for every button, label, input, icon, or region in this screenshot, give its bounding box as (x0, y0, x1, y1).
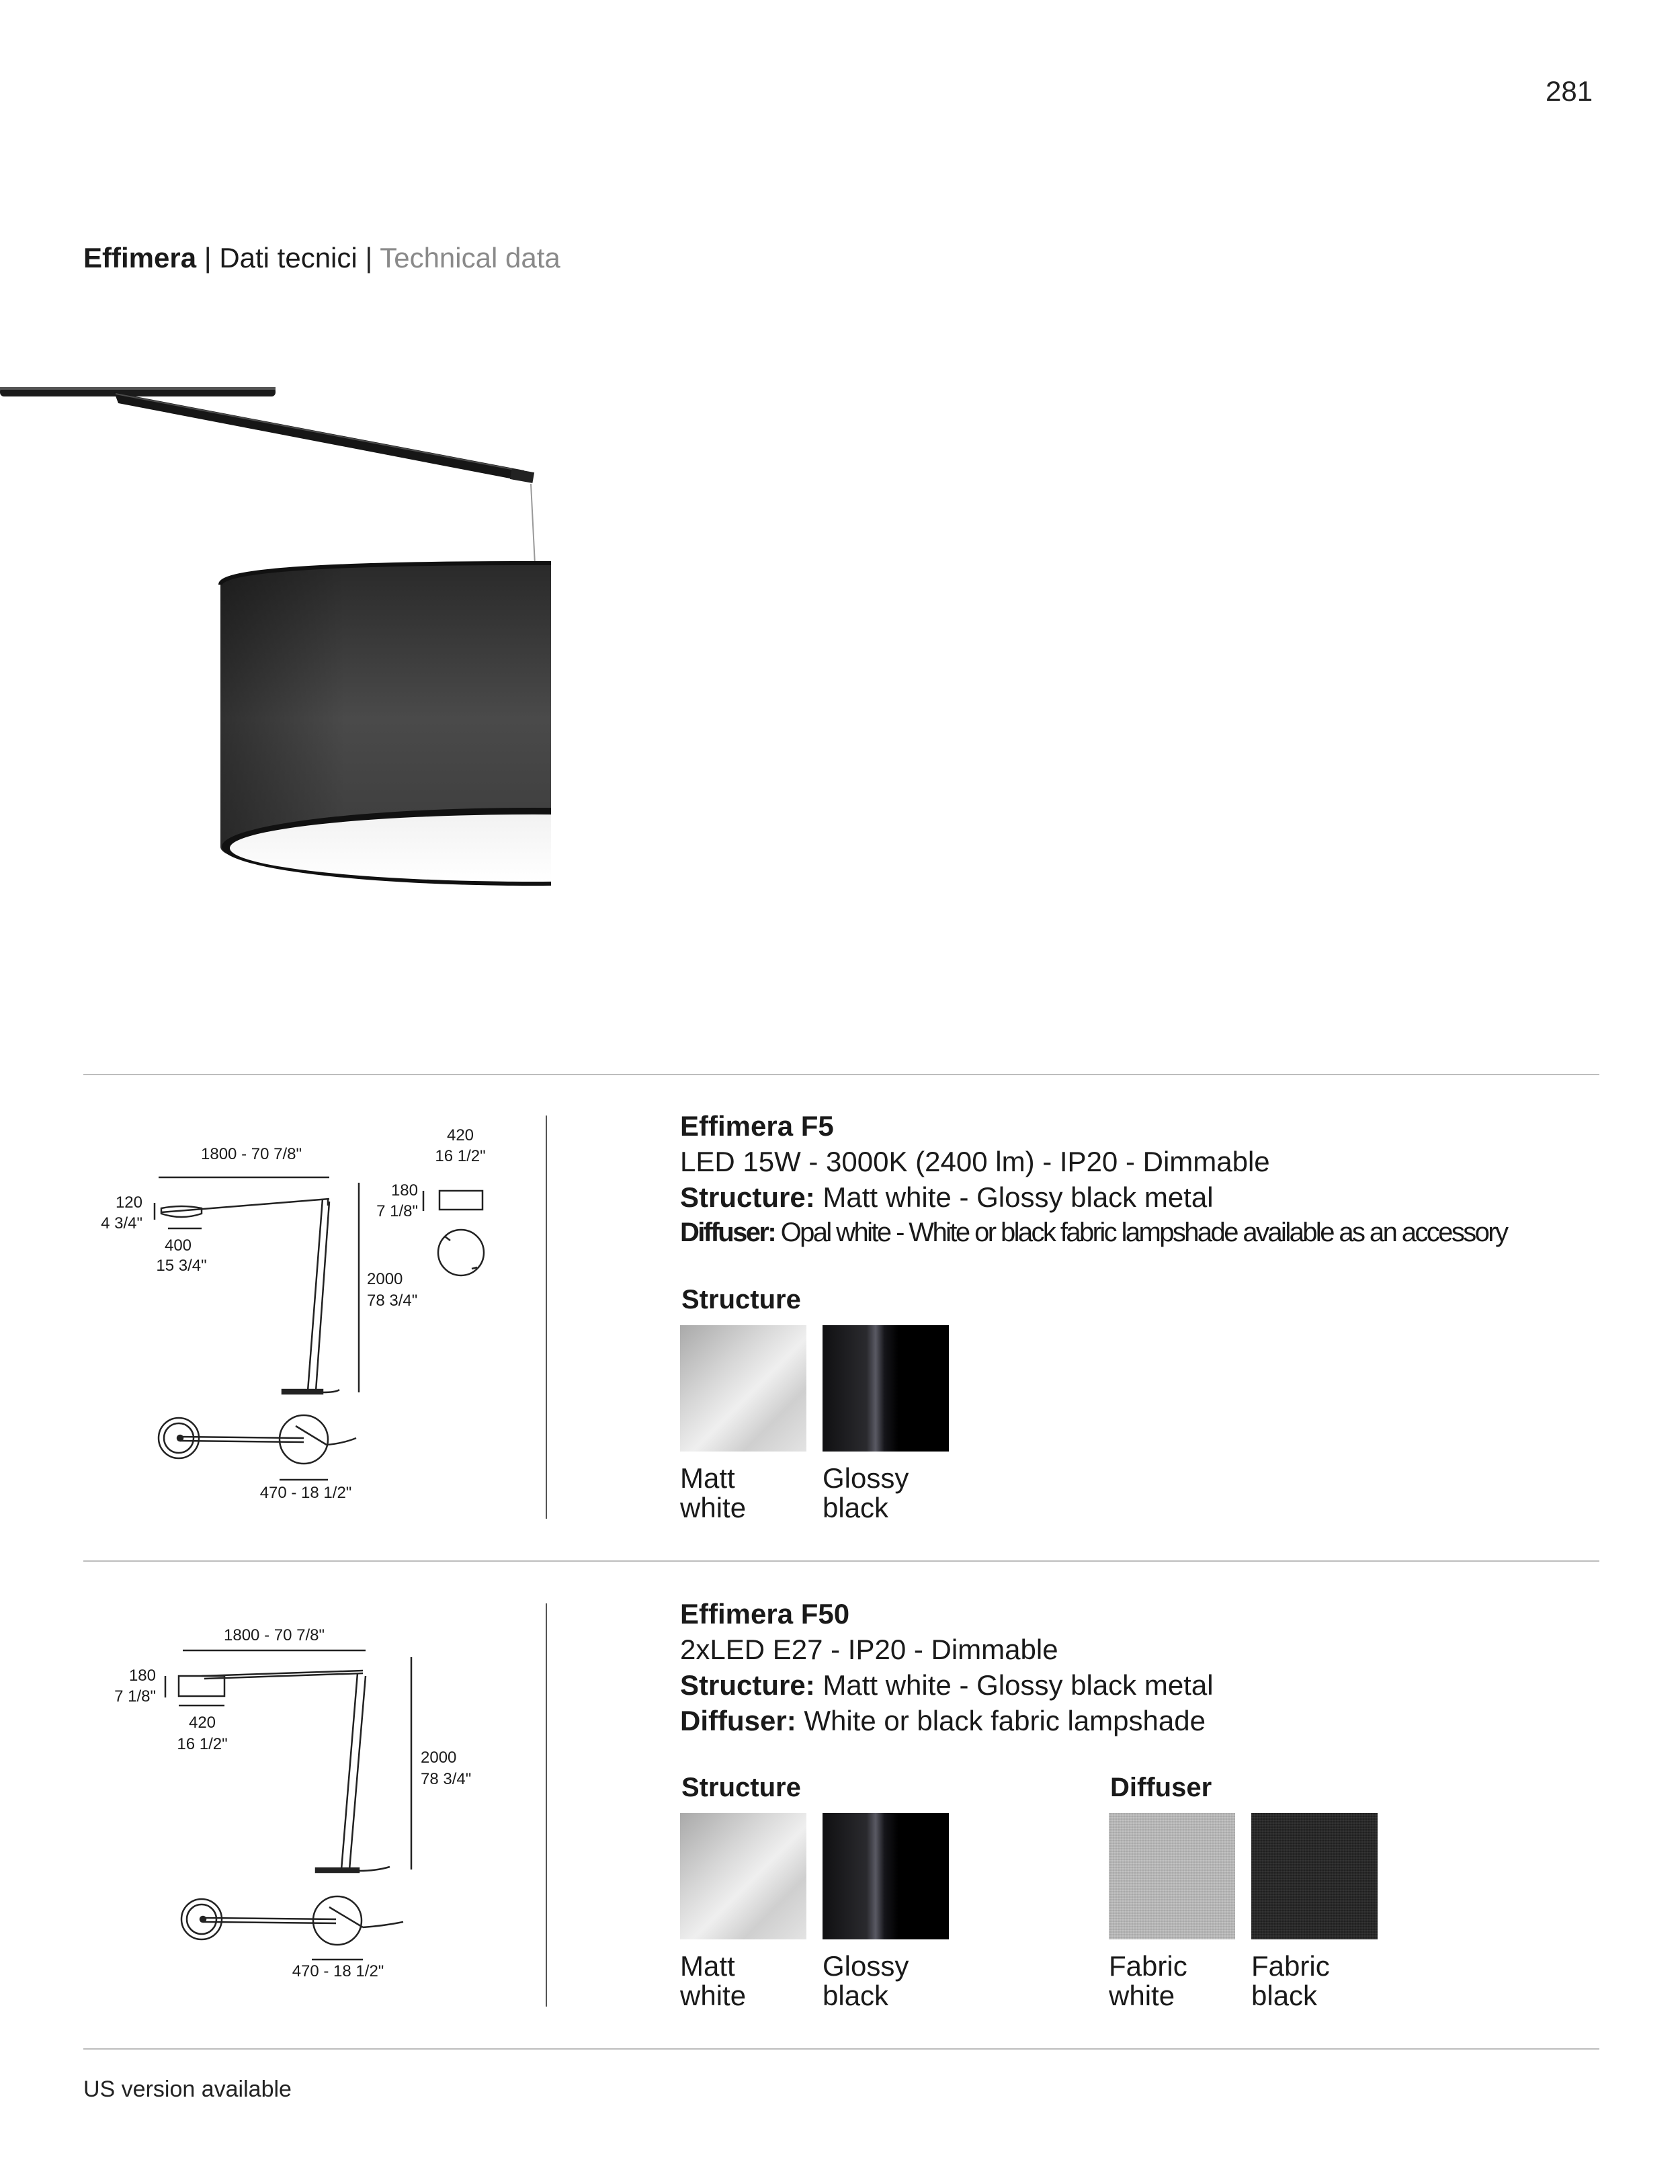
dim-head-width-mm: 400 (164, 1236, 192, 1255)
column-divider (546, 1116, 547, 1519)
swatch-matt-white (680, 1813, 806, 1939)
dim-head-height-in: 4 3/4" (101, 1214, 142, 1232)
product-spec: 2xLED E27 - IP20 - Dimmable (680, 1634, 1058, 1665)
dim-shade-height-in: 7 1/8" (114, 1687, 156, 1706)
section-divider (83, 2048, 1599, 2050)
dim-shade-height-in: 7 1/8" (376, 1202, 418, 1220)
dim-shade-height-mm: 180 (128, 1667, 156, 1685)
swatch-label-line: Glossy (823, 1950, 909, 1982)
dim-shade-width-mm: 420 (188, 1714, 216, 1732)
swatch-label-line: Fabric (1109, 1950, 1187, 1982)
swatch-label (1251, 1951, 1386, 2011)
title-separator: | (196, 242, 220, 274)
diffuser-label: Diffuser: (680, 1218, 775, 1247)
swatch-label-line: white (1109, 1980, 1175, 2011)
dim-head-width-in: 15 3/4" (156, 1257, 207, 1275)
diffuser-label: Diffuser: (680, 1705, 796, 1736)
structure-label: Structure: (680, 1181, 815, 1213)
footer-note: US version available (83, 2076, 292, 2102)
swatch-label (680, 1951, 814, 2011)
dim-height-mm: 2000 (367, 1270, 403, 1288)
dim-arm-length: 1800 - 70 7/8" (224, 1626, 325, 1644)
dim-arm-length: 1800 - 70 7/8" (201, 1145, 302, 1163)
product-spec: LED 15W - 3000K (2400 lm) - IP20 - Dimmable (680, 1146, 1270, 1177)
swatch-glossy-black (823, 1813, 949, 1939)
swatch-label-line: Matt (680, 1950, 735, 1982)
diffuser-value: Opal white - White or black fabric lampshade available as an accessory (775, 1218, 1507, 1247)
swatch-fabric-black (1251, 1813, 1378, 1939)
swatch-label-line: white (680, 1492, 747, 1523)
page-number: 281 (1546, 75, 1593, 107)
swatch-label (823, 1464, 957, 1523)
swatch-label-line: Glossy (823, 1462, 909, 1494)
swatch-label-line: black (823, 1980, 889, 2011)
structure-value: Matt white - Glossy black metal (814, 1181, 1214, 1213)
dim-shade-width-in: 16 1/2" (177, 1735, 228, 1753)
structure-label: Structure: (680, 1669, 815, 1701)
dim-height-mm: 2000 (421, 1749, 457, 1767)
dim-height-in: 78 3/4" (421, 1770, 472, 1788)
swatch-label-line: Fabric (1251, 1950, 1330, 1982)
swatch-label (680, 1464, 814, 1523)
swatch-label-line: white (680, 1980, 747, 2011)
structure-heading: Structure (681, 1285, 801, 1314)
diffuser-heading: Diffuser (1110, 1773, 1212, 1802)
swatch-label-line: black (823, 1492, 889, 1523)
dim-shade-height-mm: 180 (390, 1181, 418, 1200)
swatch-glossy-black (823, 1325, 949, 1452)
technical-drawing-f50 (0, 0, 546, 2048)
product-diffuser (680, 1218, 1507, 1248)
title-product: Effimera (83, 242, 197, 274)
product-structure (680, 1181, 1214, 1214)
title-english: Technical data (380, 242, 560, 274)
diffuser-value: White or black fabric lampshade (796, 1705, 1206, 1736)
structure-value: Matt white - Glossy black metal (814, 1669, 1214, 1701)
dim-base: 470 - 18 1/2" (292, 1962, 384, 1980)
dim-height-in: 78 3/4" (367, 1292, 418, 1310)
column-divider (546, 1603, 547, 2007)
dim-shade-width-mm: 420 (446, 1126, 474, 1144)
structure-heading: Structure (681, 1773, 801, 1802)
swatch-fabric-white (1109, 1813, 1235, 1939)
product-diffuser (680, 1705, 1206, 1737)
swatch-label (1109, 1951, 1243, 2011)
product-name: Effimera F50 (680, 1598, 850, 1630)
dim-shade-width-in: 16 1/2" (435, 1147, 486, 1165)
dim-base: 470 - 18 1/2" (259, 1484, 352, 1502)
title-italian: Dati tecnici (219, 242, 358, 274)
swatch-label-line: black (1251, 1980, 1318, 2011)
title-separator: | (357, 242, 380, 274)
lamp-diagram (0, 1603, 546, 2020)
product-structure (680, 1669, 1214, 1702)
swatch-label-line: Matt (680, 1462, 735, 1494)
swatch-matt-white (680, 1325, 806, 1452)
swatch-label (823, 1951, 957, 2011)
product-name: Effimera F5 (680, 1110, 834, 1142)
dim-head-height-mm: 120 (115, 1193, 142, 1212)
